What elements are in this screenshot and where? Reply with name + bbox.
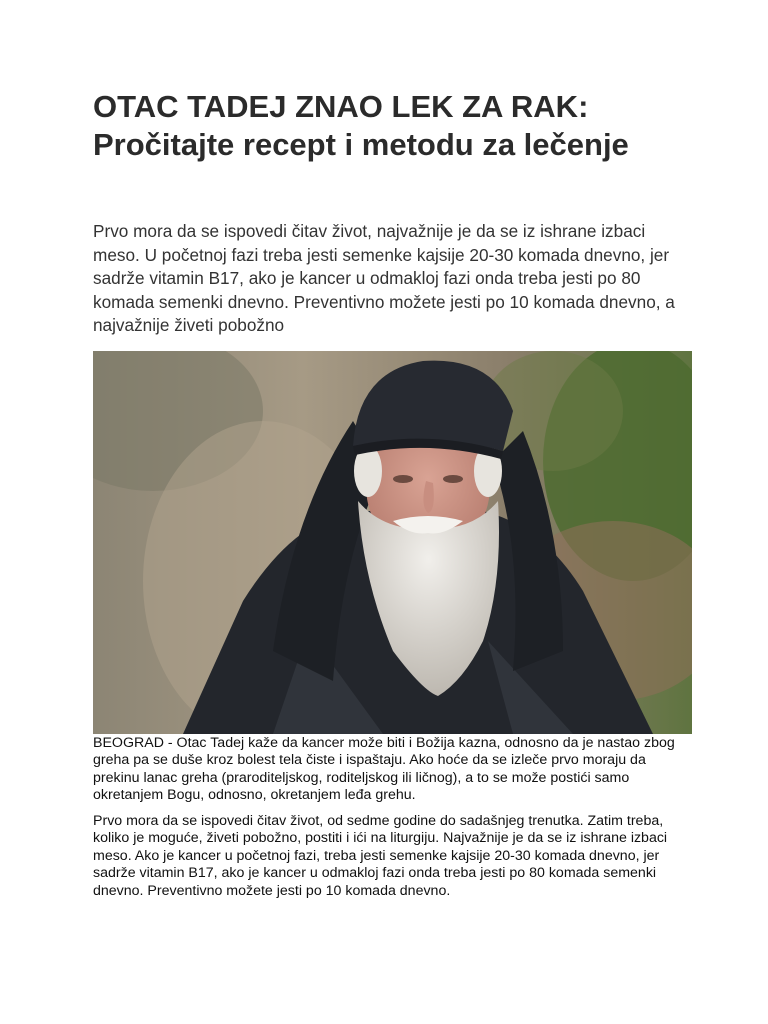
monk-portrait-illustration [93,351,692,734]
article-lead: Prvo mora da se ispovedi čitav život, najvažnije je da se iz ishrane izbaci meso. U početnoj fazi treba jesti semenke kajsije 20-30 komada dnevno, jer sadrže vitamin B17, ako je kancer u odmakloj fazi onda treba jesti po 80 komada semenki dnevno. Preventivno možete jesti po 10 komada dnevno, a najvažnije živeti pobožno [93,221,675,336]
article-photo [93,351,692,734]
article-paragraph: Prvo mora da se ispovedi čitav život, od sedme godine do sadašnjeg trenutka. Zatim treba, koliko je moguće, živeti pobožno, postiti i ići na liturgiju. Najvažnije je da se iz ishrane izbaci meso. Ako je kancer u početnoj fazi, treba jesti semenke kajsije 20-30 komada dnevno, jer sadrže vitamin B17, ako je kancer u odmakloj fazi onda treba jesti po 80 komada semenki dnevno. Preventivno možete jesti po 10 komada dnevno. [93,813,668,899]
article-title: OTAC TADEJ ZNAO LEK ZA RAK: Pročitajte recept i metodu za lečenje [93,89,629,162]
photo-caption: BEOGRAD - Otac Tadej kaže da kancer može biti i Božija kazna, odnosno da je nastao zbog greha pa se duše kroz bolest tela čiste i ispaštaju. Ako hoće da se izleče prvo moraju da prekinu lanac greha (praroditeljskog, roditeljskog ili ličnog), a to se može postići samo okretanjem Bogu, odnosno, okretanjem leđa grehu. [93,735,675,804]
